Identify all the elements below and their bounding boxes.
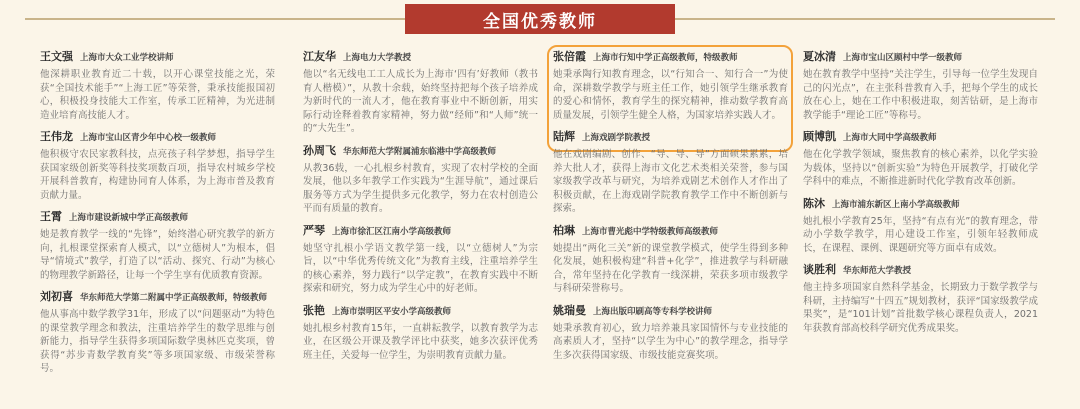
teacher-name: 夏冰清 xyxy=(803,50,836,63)
teacher-bio: 他在戏剧编剧、创作、“导、导、导”方面硕果累累，培养大批人才，获得上海市文化艺术类相关荣誉，参与国家级教学改革与研究，为培养戏剧艺术创作人才作出了积极贡献，在上海戏剧学院教育教学工作中不断创新与探索。 xyxy=(553,149,788,214)
teacher-name: 陆辉 xyxy=(553,130,575,143)
teacher-name: 刘初喜 xyxy=(40,290,73,303)
teacher-bio: 他深耕职业教育近二十载，以开心课堂技能之光，荣获“全国技术能手”“上海工匠”等荣誉，秉承技能报国初心，积极投身技能大工作室，传承工匠精神，为光进制造业培育高技能人才。 xyxy=(40,69,275,121)
teacher-name: 王伟龙 xyxy=(40,130,73,143)
teacher-header xyxy=(303,142,538,158)
teacher-header xyxy=(803,48,1038,64)
teacher-title: 上海出版印刷高等专科学校讲师 xyxy=(593,306,713,317)
teacher-header xyxy=(553,48,788,64)
teacher-name: 姚瑞曼 xyxy=(553,303,586,317)
teacher-entry xyxy=(40,208,275,282)
teacher-entry xyxy=(303,222,538,296)
banner-right-rule xyxy=(675,18,1055,20)
teacher-entry xyxy=(803,261,1038,335)
teacher-bio: 他积极守农民家教科技，点亮孩子科学梦想，指导学生获国家级创新奖等科技奖项数百项，指导农村城乡学校开展科普教育，构建协同育人体系，为上海市普及教育贡献力量。 xyxy=(40,149,275,201)
teacher-name: 张艳 xyxy=(303,303,325,317)
teacher-name: 孙周飞 xyxy=(303,143,336,157)
teacher-entry xyxy=(803,195,1038,256)
teacher-header xyxy=(40,48,275,64)
teacher-entry xyxy=(40,128,275,202)
teacher-bio: 她坚守扎根小学语文教学第一线，以“立德树人”为宗旨，以“中华优秀传统文化”为教育主线，注重培养学生的核心素养，努力践行“以学定教”，在教育实践中不断探索和研究，努力成为学生心中的好老师。 xyxy=(303,242,538,294)
column-1 xyxy=(40,48,275,382)
teacher-bio: 他在化学教学领域，聚焦教育的核心素养，以化学实验为载体，坚持以“创新实验”为特色开展教学，打破化学学科中的难点，不断推进新时代化学教育改革创新。 xyxy=(803,149,1038,187)
teacher-bio: 她扎根小学教育25年，坚持“有点有光”的教育理念，带动小学数学教学，用心建设工作室，引领年轻教师成长，在课程、课例、课题研究等方面卓有成效。 xyxy=(803,215,1038,254)
teacher-header xyxy=(553,222,788,238)
teacher-name: 严琴 xyxy=(303,223,325,237)
teacher-bio: 从教36载，一心扎根乡村教育，实现了农村学校的全面发展，他以多年教学工作实践为“生涯导航”，通过课后服务等方式为学生提供多元化教学，努力在农村创造公平而有质量的教育。 xyxy=(303,162,538,214)
teacher-name: 柏琳 xyxy=(553,223,575,237)
teacher-title: 上海市宝山区顾村中学一级教师 xyxy=(843,53,963,63)
teacher-entry xyxy=(303,302,538,363)
teacher-header xyxy=(40,128,275,144)
teacher-bio: 她是教育教学一线的“先锋”，始终潜心研究教学的新方向，扎根课堂探索育人模式，以“立德树人”为根本，倡导“情境式”教学，打造了以“活动、探究、行动”为核心的物理教学新路径，让每一个学生享有优质教育资源。 xyxy=(40,229,275,281)
teacher-title: 上海市曹光彪中学特级教师高级教师 xyxy=(582,226,719,237)
teacher-title: 上海市宝山区青少年中心校一级教师 xyxy=(80,133,217,143)
teacher-header xyxy=(803,195,1038,211)
banner-title: 全国优秀教师 xyxy=(405,4,675,34)
teacher-entry xyxy=(803,48,1038,122)
teacher-name: 王文强 xyxy=(40,50,73,63)
teacher-header xyxy=(40,208,275,224)
teacher-entry xyxy=(803,128,1038,189)
banner xyxy=(0,4,1080,34)
teacher-title: 上海电力大学教授 xyxy=(343,53,412,63)
banner-left-rule xyxy=(25,18,405,20)
teacher-title: 上海市大众工业学校讲师 xyxy=(80,53,174,63)
teacher-bio: 他主持多项国家自然科学基金，长期致力于数学教学与科研，主持编写“十四五”规划教材，获评“国家级教学成果奖”，是“101计划”首批数学核心课程负责人，2021年获教育部高校科学研究优秀成果奖。 xyxy=(803,282,1038,334)
teacher-name: 张倍霞 xyxy=(553,50,586,63)
teacher-header xyxy=(803,128,1038,144)
teacher-name: 王霄 xyxy=(40,210,62,223)
teacher-bio: 她在教育教学中坚持“关注学生，引导每一位学生发现自己的闪光点”，在主张科普教育入手，把每个学生的成长放在心上，她在工作中积极进取，刻苦钻研，是上海市教学能手“理论工匠”等称号。 xyxy=(803,69,1038,121)
teacher-entry xyxy=(303,142,538,216)
teacher-header xyxy=(803,261,1038,277)
teacher-title: 上海市浦东新区上南小学高级教师 xyxy=(832,199,960,210)
teacher-title: 上海市行知中学正高级教师，特级教师 xyxy=(593,53,738,63)
teacher-entry xyxy=(553,128,788,216)
teacher-bio: 她秉承陶行知教育理念，以“行知合一、知行合一”为使命，深耕数学教学与班主任工作，她引领学生继承教育的爱心和情怀，教育学生的探究精神，推动数学教育高质量发展，引领学生健全人格，为国家培养实践人才。 xyxy=(553,69,788,121)
teacher-header xyxy=(553,128,788,144)
teacher-header xyxy=(303,48,538,64)
teacher-title: 华东师范大学教授 xyxy=(843,266,912,276)
teacher-entry xyxy=(553,222,788,296)
teacher-title: 上海市徐汇区江南小学高级教师 xyxy=(332,226,452,237)
teacher-title: 上海市大同中学高级教师 xyxy=(843,133,937,143)
teacher-title: 上海戏剧学院教授 xyxy=(582,133,651,143)
teacher-title: 上海市崇明区平安小学高级教师 xyxy=(332,306,452,317)
teacher-entry xyxy=(303,48,538,136)
teacher-bio: 她提出“两化三关”新的课堂教学模式，使学生得到多种化发展，她积极构建“科普+化学”，推进教学与科研融合，常年坚持在化学教育一线深耕，荣获多项市级教学与科研荣誉称号。 xyxy=(553,242,788,294)
teacher-title: 上海市建设新城中学正高级教师 xyxy=(69,213,189,223)
teacher-name: 顾博凯 xyxy=(803,130,836,143)
teacher-title: 华东师范大学附属浦东临港中学高级教师 xyxy=(343,146,497,157)
teacher-entry xyxy=(40,288,275,376)
teacher-title: 华东师范大学第二附属中学正高级教师，特级教师 xyxy=(80,293,268,303)
teacher-bio: 她扎根乡村教育15年，一直耕耘教学，以教育教学为志业，在区级公开课及教学评比中获奖，她多次获评优秀班主任，关爱每一位学生，为崇明教育贡献力量。 xyxy=(303,322,538,361)
teacher-bio: 她秉承教育初心，致力培养兼具家国情怀与专业技能的高素质人才，坚持“以学生为中心”的教学理念，指导学生多次获得国家级、市级技能竞赛奖项。 xyxy=(553,322,788,361)
teacher-entry xyxy=(553,48,788,122)
teacher-header xyxy=(303,222,538,238)
column-4 xyxy=(803,48,1038,341)
teacher-entry xyxy=(553,302,788,363)
teacher-header xyxy=(553,302,788,318)
column-2 xyxy=(303,48,538,368)
column-3 xyxy=(553,48,788,368)
teacher-name: 江友华 xyxy=(303,50,336,63)
teacher-header xyxy=(40,288,275,304)
teacher-header xyxy=(303,302,538,318)
teacher-name: 谈胜利 xyxy=(803,263,836,276)
teacher-entry xyxy=(40,48,275,122)
teacher-bio: 他从事高中数学教学31年，形成了以“问题驱动”为特色的课堂教学理念和教法，注重培养学生的数学思维与创新能力，指导学生获得多项国际数学奥林匹克奖项，曾获得“苏步青数学教育奖”等多项国家级、市级荣誉称号。 xyxy=(40,309,275,374)
teacher-bio: 他以“名无线电工工人成长为上海市‘四有’好教师（教书育人楷模）”，从教十余载，始终坚持把每个孩子培养成为新时代的一流人才，他在教育事业中不断创新，用实际行动诠释着教育家精神，努力做“经师”和“人师”统一的“大先生”。 xyxy=(303,69,538,134)
teacher-name: 陈沐 xyxy=(803,196,825,210)
